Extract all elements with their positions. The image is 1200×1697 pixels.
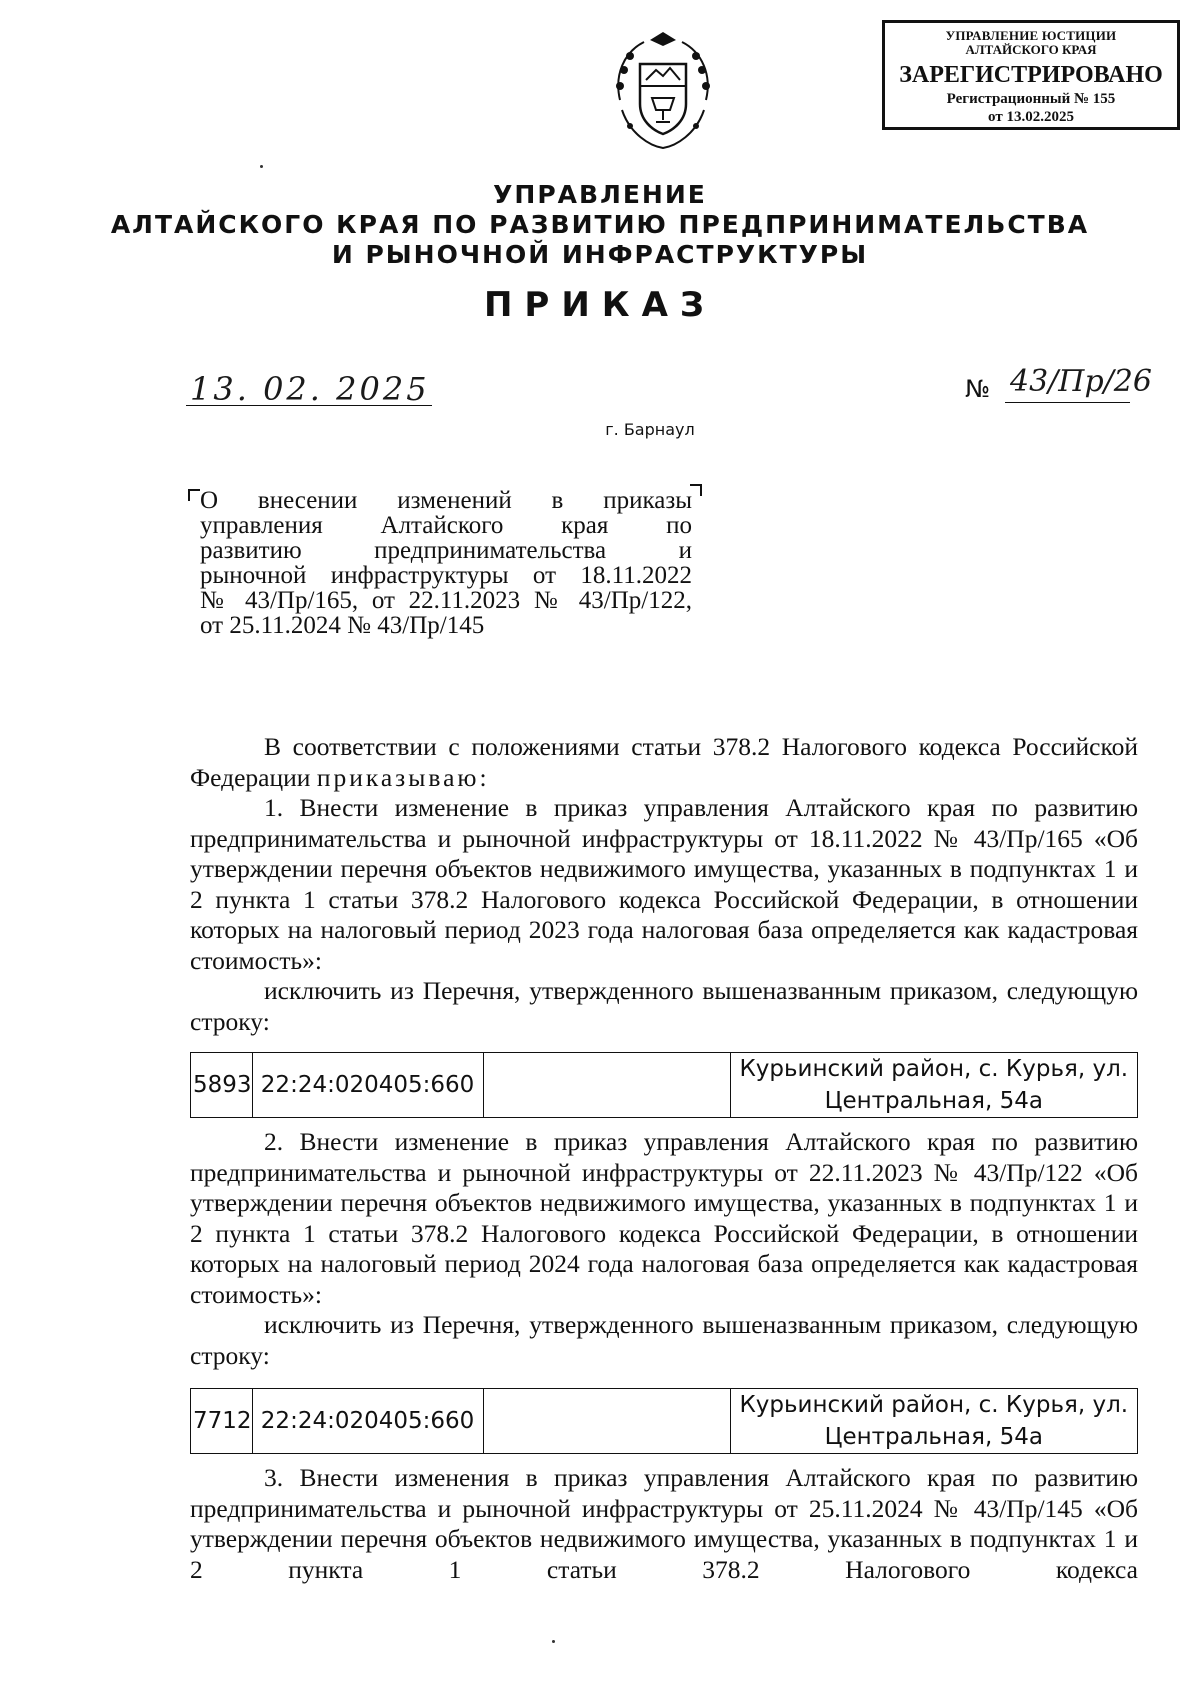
stamp-line-1: УПРАВЛЕНИЕ ЮСТИЦИИ [945,28,1117,43]
row-number: 5893 [191,1053,253,1118]
number-underline [1005,402,1130,403]
scan-speck [260,165,263,168]
body-section-3 [190,1463,1138,1585]
cadastral-number: 22:24:020405:660 [252,1053,483,1118]
address-line-1: Курьинский район, с. Курья, ул. [739,1392,1129,1418]
table-row [191,1053,1138,1118]
org-title-line-1: УПРАВЛЕНИЕ [493,180,707,209]
order-subject [200,488,692,638]
subject-line: рыночной инфраструктуры от 18.11.2022 [200,562,692,589]
paragraph-3: 3. Внести изменения в приказ управления Алтайского края по развитию предпринимательства и рыночной инфраструктуры от 25.11.2024 № 43/Пр/145 «Об утверждении перечня объектов недвижимого имущества, указанных в подпунктах 1 и 2 пункта 1 статьи 378.2 Налогового кодекса [190,1463,1138,1584]
table-row [191,1389,1138,1454]
number-label: № [965,375,990,403]
excluded-row-table-1 [190,1052,1138,1118]
address-line-2: Центральная, 54а [824,1424,1043,1450]
order-date: 13. 02. 2025 [190,370,430,408]
body-section-1 [190,732,1138,1037]
paragraph-2-exclude: исключить из Перечня, утвержденного вышеназванным приказом, следующую строку: [190,1310,1138,1370]
row-number: 7712 [191,1389,253,1454]
paragraph-1: 1. Внести изменение в приказ управления Алтайского края по развитию предпринимательства и рыночной инфраструктуры от 18.11.2022 № 43/Пр/165 «Об утверждении перечня объектов недвижимого имущества, указанных в подпунктах 1 и 2 пункта 1 статьи 378.2 Налогового кодекса Российской Федерации, в отношении которых на налоговый период 2023 года налоговая база определяется как кадастровая стоимость»: [190,793,1138,975]
cadastral-number: 22:24:020405:660 [252,1389,483,1454]
subject-line: от 25.11.2024 № 43/Пр/145 [200,612,485,639]
city-name: г. Барнаул [605,420,695,439]
intro-order-word: приказываю: [316,762,490,792]
stamp-reg-number: Регистрационный № 155 [946,91,1116,107]
object-address [730,1053,1137,1118]
order-number: 43/Пр/26 [1010,364,1152,399]
stamp-line-2: АЛТАЙСКОГО КРАЯ [965,42,1097,57]
title-corner-left [188,489,200,501]
empty-cell [483,1389,730,1454]
paragraph-1-exclude: исключить из Перечня, утвержденного вышеназванным приказом, следующую строку: [190,976,1138,1036]
body-section-2 [190,1127,1138,1371]
excluded-row-table-2 [190,1388,1138,1454]
stamp-reg-date: от 13.02.2025 [988,109,1074,125]
subject-line: № 43/Пр/165, от 22.11.2023 № 43/Пр/122, [200,587,692,614]
subject-line: управления Алтайского края по [200,512,692,539]
date-underline [186,405,432,406]
address-line-1: Курьинский район, с. Курья, ул. [739,1056,1129,1082]
subject-line: О внесении изменений в приказы [200,487,692,514]
document-type-heading: ПРИКАЗ [483,285,717,325]
registration-stamp [882,20,1180,130]
object-address [730,1389,1137,1454]
address-line-2: Центральная, 54а [824,1088,1043,1114]
stamp-registered: ЗАРЕГИСТРИРОВАНО [899,62,1163,88]
org-title-line-3: И РЫНОЧНОЙ ИНФРАСТРУКТУРЫ [331,240,869,269]
scan-speck [552,1640,555,1643]
intro-text: В соответствии с положениями статьи 378.2 Налогового кодекса Российской Федерации [190,732,1138,792]
paragraph-2: 2. Внести изменение в приказ управления Алтайского края по развитию предпринимательства и рыночной инфраструктуры от 22.11.2023 № 43/Пр/122 «Об утверждении перечня объектов недвижимого имущества, указанных в подпунктах 1 и 2 пункта 1 статьи 378.2 Налогового кодекса Российской Федерации, в отношении которых на налоговый период 2024 года налоговая база определяется как кадастровая стоимость»: [190,1127,1138,1309]
coat-of-arms-emblem [600,30,726,156]
subject-line: развитию предпринимательства и [200,537,692,564]
intro-paragraph [190,732,1138,793]
org-title-line-2: АЛТАЙСКОГО КРАЯ ПО РАЗВИТИЮ ПРЕДПРИНИМАТЕЛЬСТВА [110,210,1090,239]
empty-cell [483,1053,730,1118]
